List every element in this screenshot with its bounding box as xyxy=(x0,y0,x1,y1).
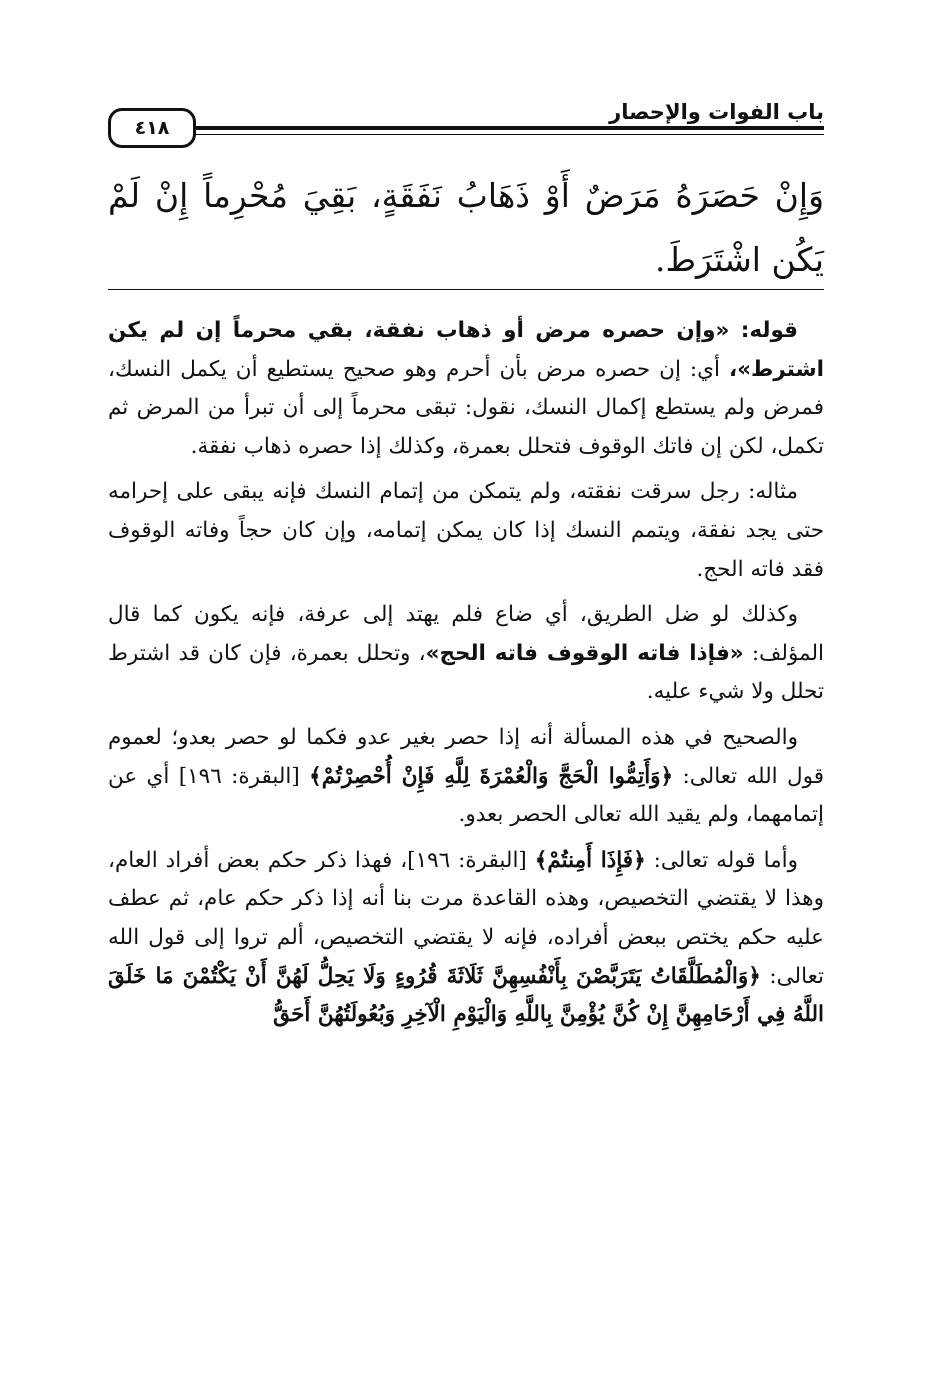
section-divider xyxy=(108,289,824,290)
paragraph-4 xyxy=(108,719,824,835)
page-number: ٤١٨ xyxy=(108,108,196,148)
quoted-matn-bold: قوله: «وإن حصره مرض أو ذهاب نفقة، بقي محرماً إن لم يكن اشترط»، xyxy=(108,318,824,382)
paragraph-2 xyxy=(108,473,824,589)
page-header xyxy=(108,96,824,156)
paragraph-4-text-b: [البقرة: ١٩٦] أي عن إتمامهما، ولم يقيد الله تعالى الحصر بعدو. xyxy=(108,763,824,828)
quran-verse: ﴿وَالْمُطَلَّقَاتُ يَتَرَبَّصْنَ بِأَنْفُسِهِنَّ ثَلَاثَةَ قُرُوءٍ وَلَا يَحِلُّ لَهُنَّ أَنْ يَكْتُمْنَ مَا خَلَقَ اللَّهُ فِي أَرْحَامِهِنَّ إِنْ كُنَّ يُؤْمِنَّ بِاللَّهِ وَالْيَوْمِ الْآخِرِ وَبُعُولَتُهُنَّ أَحَقُّ xyxy=(108,963,824,1028)
paragraph-4-text-a: والصحيح في هذه المسألة أنه إذا حصر بغير عدو فكما لو حصر بعدو؛ لعموم قول الله تعالى: xyxy=(108,724,824,789)
chapter-title: باب الفوات والإحصار xyxy=(609,100,824,124)
quran-verse: ﴿وَأَتِمُّوا الْحَجَّ وَالْعُمْرَةَ لِلَّهِ فَإِنْ أُحْصِرْتُمْ﴾ xyxy=(309,763,674,789)
quoted-author-bold: «فإذا فاته الوقوف فاته الحج» xyxy=(425,640,744,666)
paragraph-1 xyxy=(108,312,824,466)
paragraph-5-text-b: [البقرة: ١٩٦]، فهذا ذكر حكم بعض أفراد العام، وهذا لا يقتضي التخصيص، وهذه القاعدة مرت بنا أنه إذا ذكر حكم عام، ثم عطف عليه حكم يختص ببعض أفراده، فإنه لا يقتضي التخصيص، ألم تروا إلى قول الله تعالى: xyxy=(108,847,824,989)
commentary-body xyxy=(108,312,824,1042)
matn-text: وَإِنْ حَصَرَهُ مَرَضٌ أَوْ ذَهَابُ نَفَقَةٍ، بَقِيَ مُحْرِماً إِنْ لَمْ يَكُن اشْتَرَطَ. xyxy=(108,176,824,279)
paragraph-5 xyxy=(108,842,824,1035)
paragraph-3-text-b: ، وتحلل بعمرة، فإن كان قد اشترط تحلل ولا شيء عليه. xyxy=(108,640,824,705)
quran-verse: ﴿فَإِذَا أَمِنتُمْ﴾ xyxy=(534,847,646,873)
paragraph-3-text-a: وكذلك لو ضل الطريق، أي ضاع فلم يهتد إلى عرفة، فإنه يكون كما قال المؤلف: xyxy=(108,602,825,666)
header-rule-thick xyxy=(108,126,824,130)
paragraph-2-text: مثاله: رجل سرقت نفقته، ولم يتمكن من إتمام النسك فإنه يبقى على إحرامه حتى يجد نفقة، ويتمم النسك إذا كان يمكن إتمامه، وإن كان حجاً وفاته الوقوف فقد فاته الحج. xyxy=(108,479,824,582)
paragraph-5-text-a: وأما قوله تعالى: xyxy=(645,847,798,873)
header-rule-thin xyxy=(108,134,824,135)
paragraph-3 xyxy=(108,596,824,712)
paragraph-1-text: أي: إن حصره مرض بأن أحرم وهو صحيح يستطيع أن يكمل النسك، فمرض ولم يستطع إكمال النسك، نقول: تبقى محرماً إلى أن تبرأ من المرض ثم تكمل، لكن إن فاتك الوقوف فتحلل بعمرة، وكذلك إذا حصره ذهاب نفقة. xyxy=(108,356,824,459)
